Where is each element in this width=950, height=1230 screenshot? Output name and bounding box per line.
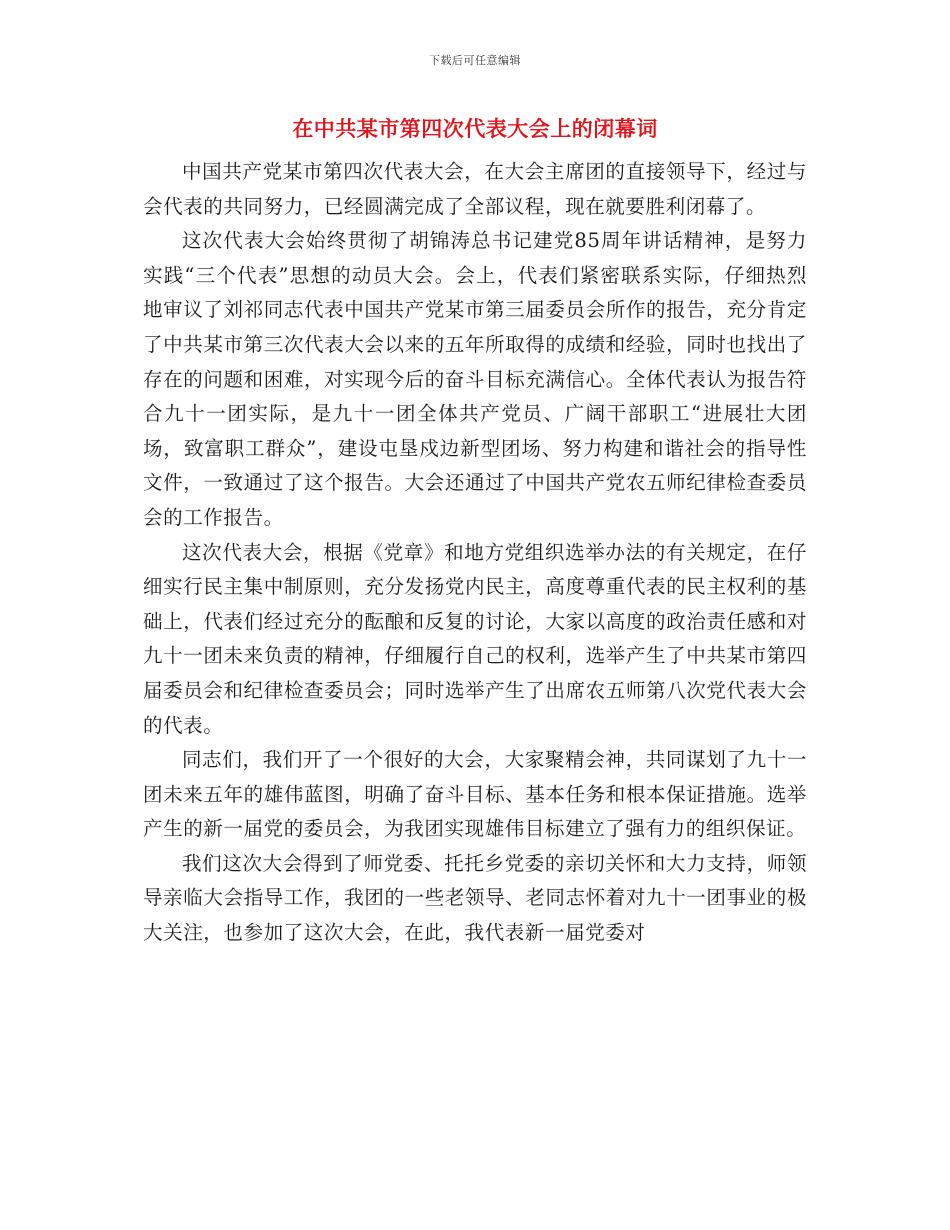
paragraph-2: 这次代表大会始终贯彻了胡锦涛总书记建党85周年讲话精神，是努力实践“三个代表”思想的动员大会。会上，代表们紧密联系实际，仔细热烈地审议了刘祁同志代表中国共产党某市第三届委员会所作的报告，充分肯定了中共某市第三次代表大会以来的五年所取得的成绩和经验，同时也找出了存在的问题和困难，对实现今后的奋斗目标充满信心。全体代表认为报告符合九十一团实际，是九十一团全体共产党员、广阔干部职工“进展壮大团场，致富职工群众”，建设屯垦戍边新型团场、努力构建和谐社会的指导性文件，一致通过了这个报告。大会还通过了中国共产党农五师纪律检查委员会的工作报告。 — [143, 229, 807, 529]
document-body — [143, 155, 807, 951]
document-title: 在中共某市第四次代表大会上的闭幕词 — [292, 117, 658, 141]
paragraph-4: 同志们，我们开了一个很好的大会，大家聚精会神，共同谋划了九十一团未来五年的雄伟蓝图，明确了奋斗目标、基本任务和根本保证措施。选举产生的新一届党的委员会，为我团实现雄伟目标建立了强有力的组织保证。 — [143, 748, 807, 841]
header-note: 下载后可任意编辑 — [429, 54, 521, 67]
paragraph-5: 我们这次大会得到了师党委、托托乡党委的亲切关怀和大力支持，师领导亲临大会指导工作，我团的一些老领导、老同志怀着对九十一团事业的极大关注，也参加了这次大会，在此，我代表新一届党委对 — [143, 851, 807, 945]
paragraph-3: 这次代表大会，根据《党章》和地方党组织选举办法的有关规定，在仔细实行民主集中制原则，充分发扬党内民主，高度尊重代表的民主权利的基础上，代表们经过充分的酝酿和反复的讨论，大家以高度的政治责任感和对九十一团未来负责的精神，仔细履行自己的权利，选举产生了中共某市第四届委员会和纪律检查委员会；同时选举产生了出席农五师第八次党代表大会的代表。 — [143, 540, 807, 737]
paragraph-1: 中国共产党某市第四次代表大会，在大会主席团的直接领导下，经过与会代表的共同努力，已经圆满完成了全部议程，现在就要胜利闭幕了。 — [143, 160, 807, 218]
